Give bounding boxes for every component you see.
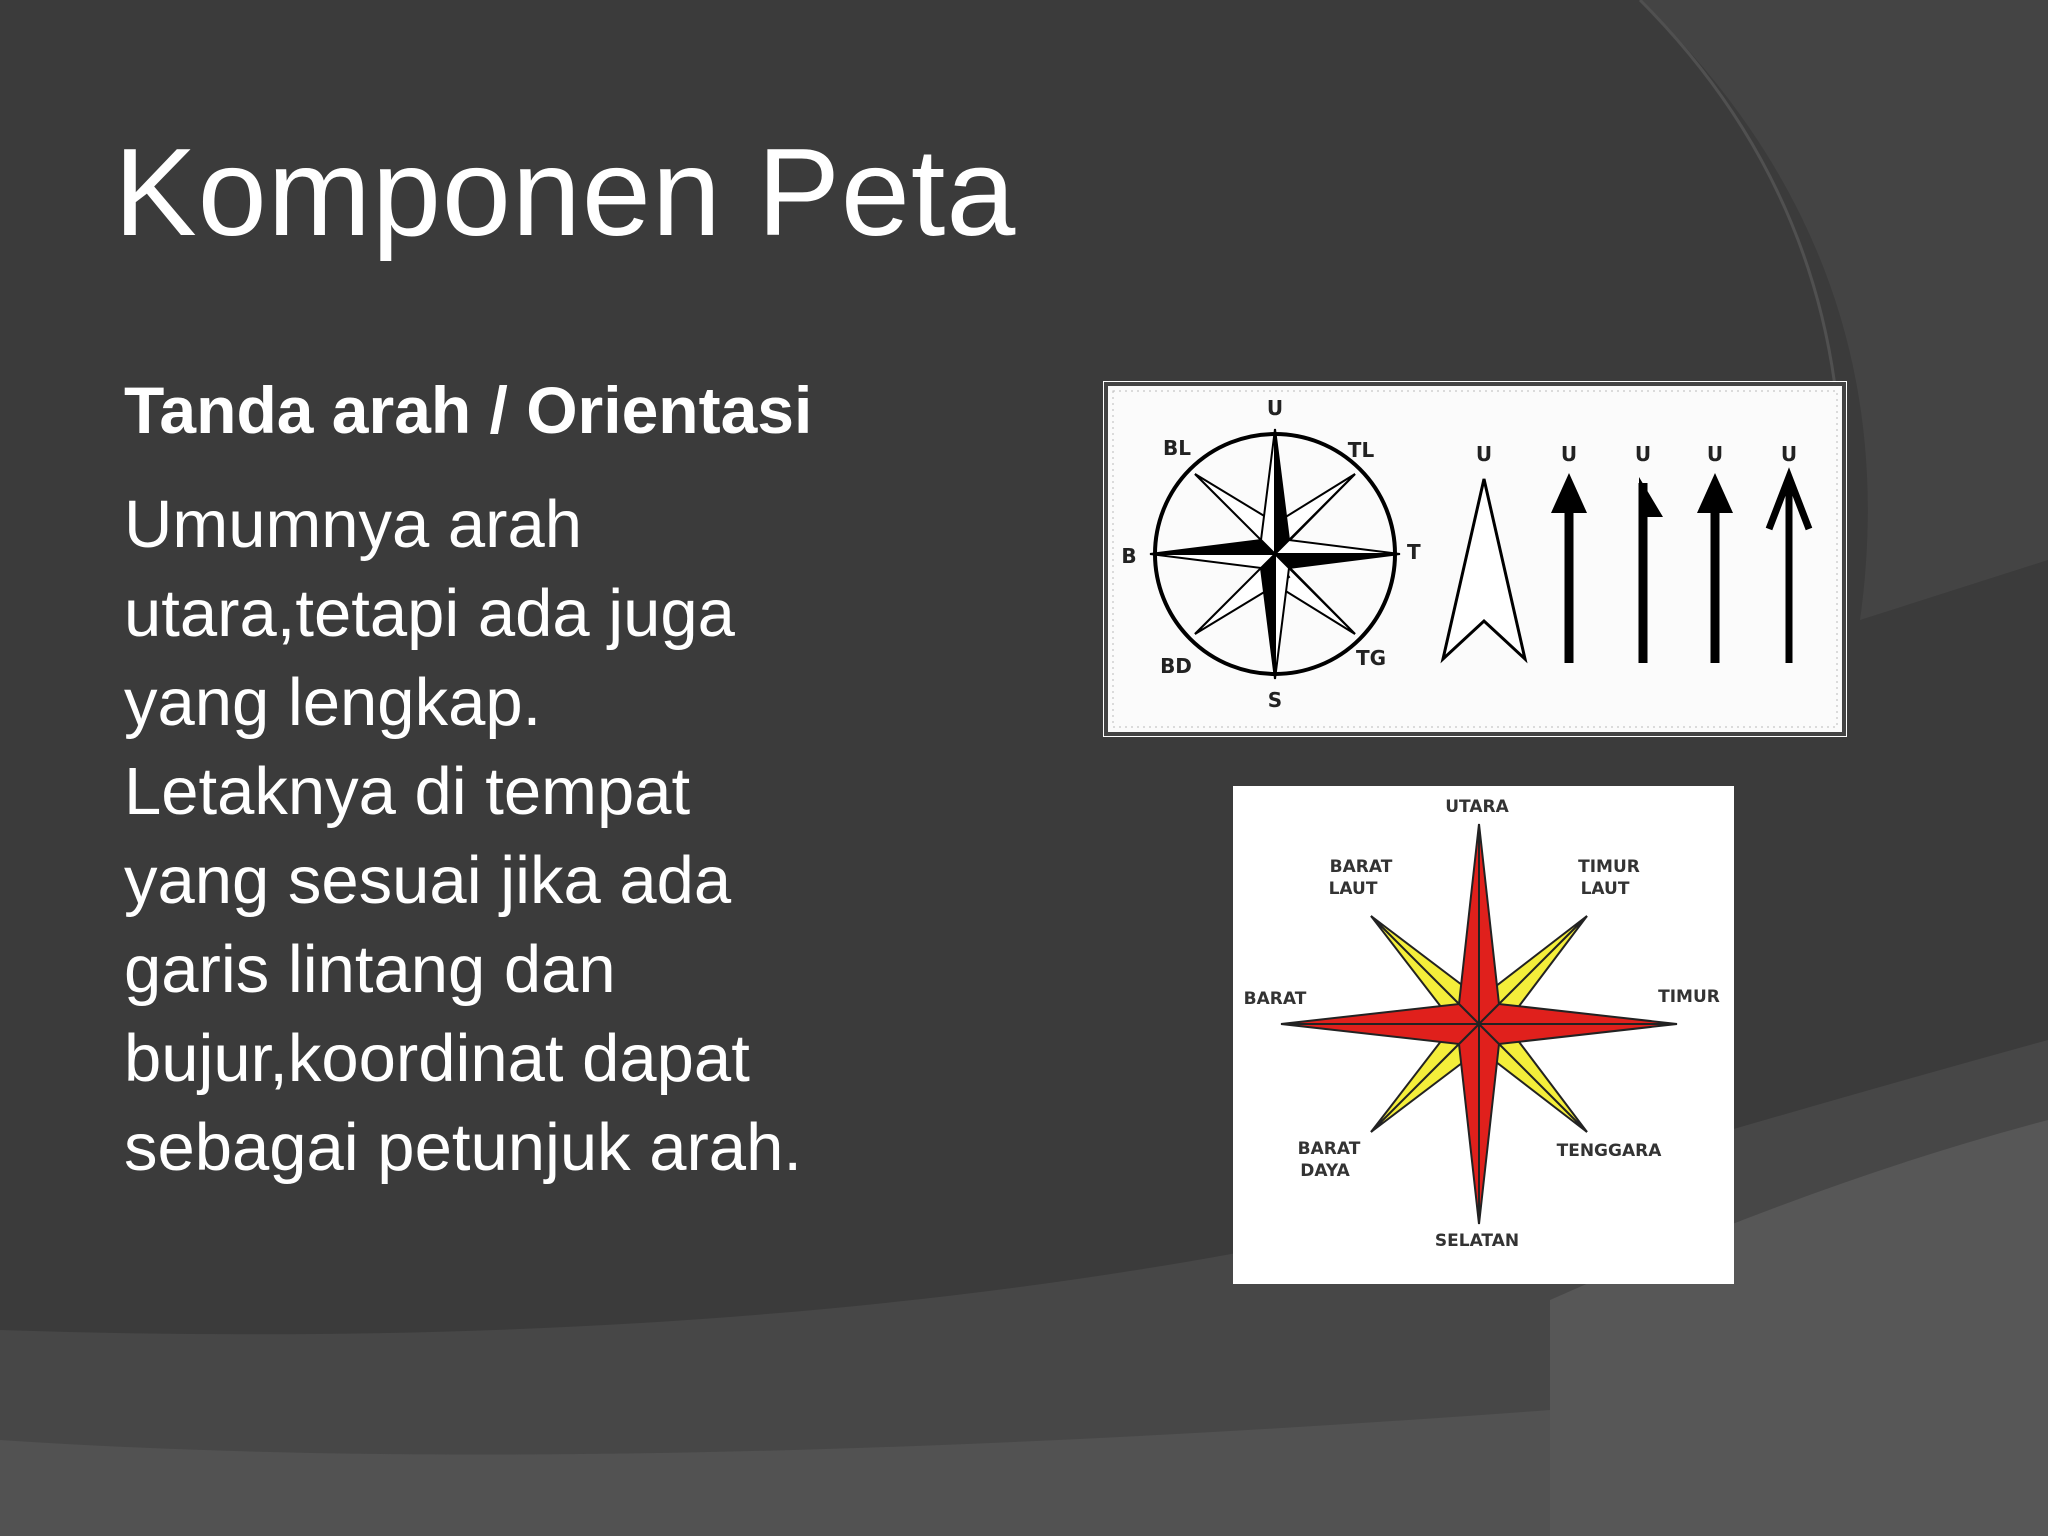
compass-label-north: U <box>1266 396 1284 420</box>
rose-label-southwest: BARAT <box>1297 1139 1361 1159</box>
compass-label-east: T <box>1407 540 1421 564</box>
body-line: utara,tetapi ada juga <box>124 576 735 651</box>
rose-label-east: TIMUR <box>1658 987 1720 1007</box>
compass-figure-1 <box>1103 381 1847 737</box>
arrow-label: U <box>1706 442 1724 466</box>
compass-label-northeast: TL <box>1347 438 1375 462</box>
compass-figure-2 <box>1233 786 1734 1284</box>
arrow-label: U <box>1780 442 1798 466</box>
arrow-label: U <box>1475 442 1493 466</box>
arrow-label: U <box>1560 442 1578 466</box>
rose-label-northeast: TIMUR <box>1578 857 1640 877</box>
compass-figure-2-drawing <box>1233 786 1734 1284</box>
compass-label-southeast: TG <box>1355 646 1387 670</box>
compass-label-west: B <box>1121 544 1137 568</box>
rose-label-northwest: BARAT <box>1329 857 1393 877</box>
slide-subtitle: Tanda arah / Orientasi <box>124 373 813 447</box>
rose-label-northeast: LAUT <box>1580 879 1630 899</box>
body-line: Letaknya di tempat <box>124 754 691 829</box>
compass-figure-1-drawing <box>1103 381 1847 737</box>
body-line: sebagai petunjuk arah. <box>124 1110 802 1185</box>
body-line: yang sesuai jika ada <box>124 843 732 918</box>
rose-label-southeast: TENGGARA <box>1556 1141 1662 1161</box>
body-line: Umumnya arah <box>124 487 583 562</box>
arrow-label: U <box>1634 442 1652 466</box>
compass-label-northwest: BL <box>1163 436 1191 460</box>
body-line: yang lengkap. <box>124 665 542 740</box>
body-line: bujur,koordinat dapat <box>124 1021 750 1096</box>
body-line: garis lintang dan <box>124 932 616 1007</box>
compass-label-southwest: BD <box>1160 654 1192 678</box>
rose-label-northwest: LAUT <box>1328 879 1378 899</box>
slide-title: Komponen Peta <box>114 124 1017 262</box>
body-text <box>124 480 1024 1192</box>
rose-label-north: UTARA <box>1445 797 1509 817</box>
rose-label-south: SELATAN <box>1434 1231 1520 1251</box>
compass-label-south: S <box>1267 688 1283 712</box>
rose-label-southwest: DAYA <box>1300 1161 1350 1181</box>
rose-label-west: BARAT <box>1243 989 1307 1009</box>
